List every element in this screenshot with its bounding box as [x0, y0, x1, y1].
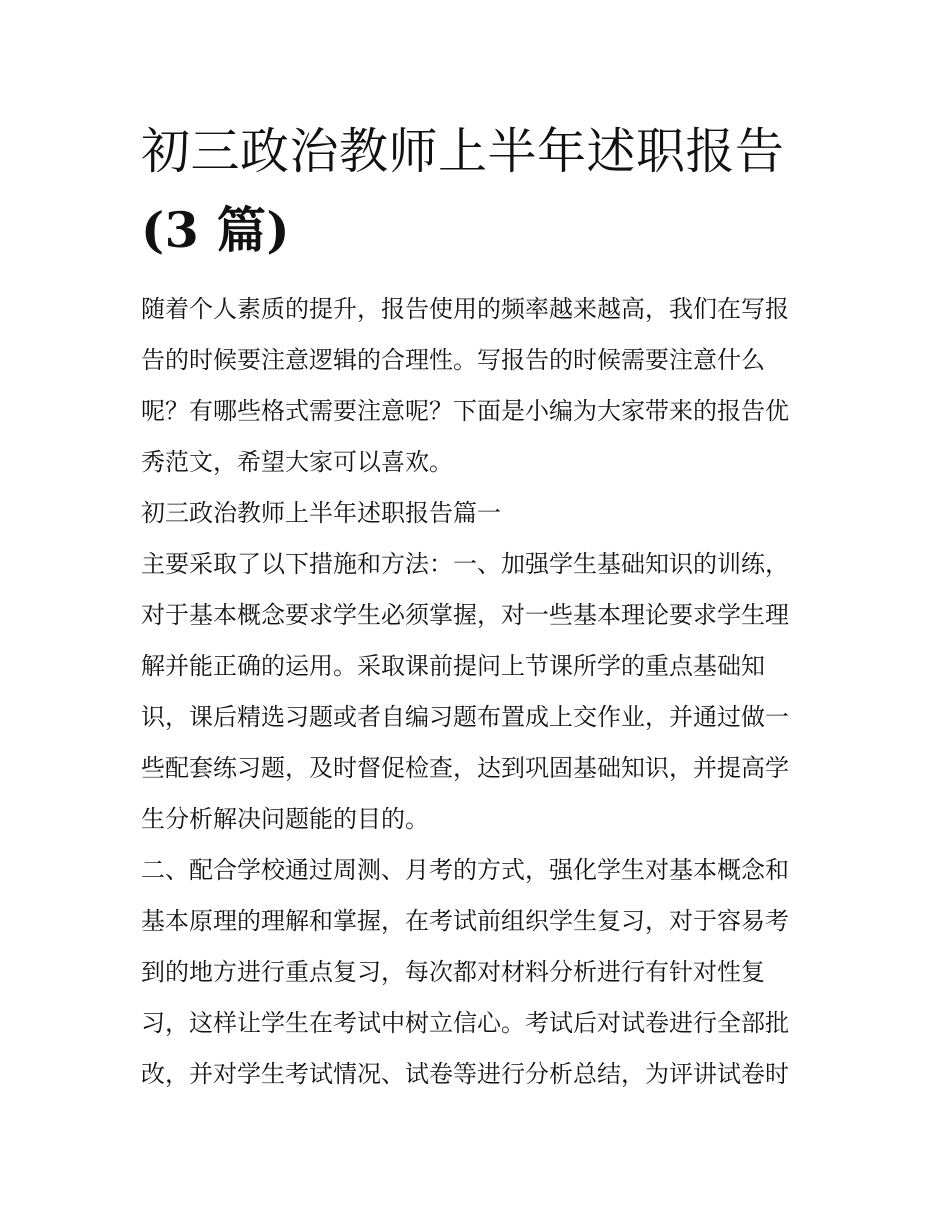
title-line-2: (3 篇) [141, 201, 291, 259]
text-line: 告的时候要注意逻辑的合理性。写报告的时候需要注意什么 [141, 346, 765, 374]
text-line: 对于基本概念要求学生必须掌握，对一些基本理论要求学生理 [141, 601, 789, 629]
text-line: 解并能正确的运用。采取课前提问上节课所学的重点基础知 [141, 652, 765, 680]
document-title [141, 112, 813, 270]
document-body [141, 284, 813, 1100]
text-line: 二、配合学校通过周测、月考的方式，强化学生对基本概念和 [141, 856, 789, 884]
text-line: 识，课后精选习题或者自编习题布置成上交作业，并通过做一 [141, 703, 789, 731]
section-heading: 初三政治教师上半年述职报告篇一 [141, 499, 501, 527]
text-line: 基本原理的理解和掌握，在考试前组织学生复习，对于容易考 [141, 907, 789, 935]
text-line: 主要采取了以下措施和方法：一、加强学生基础知识的训练， [141, 550, 789, 578]
text-line: 秀范文，希望大家可以喜欢。 [141, 448, 453, 476]
title-line-1: 初三政治教师上半年述职报告 [141, 123, 785, 180]
text-line: 习，这样让学生在考试中树立信心。考试后对试卷进行全部批 [141, 1009, 789, 1037]
text-line: 些配套练习题，及时督促检查，达到巩固基础知识，并提高学 [141, 754, 789, 782]
text-line: 改，并对学生考试情况、试卷等进行分析总结，为评讲试卷时 [141, 1060, 789, 1088]
text-line: 生分析解决问题能的目的。 [141, 805, 429, 833]
document-content [141, 112, 813, 1100]
text-line: 随着个人素质的提升，报告使用的频率越来越高，我们在写报 [141, 295, 789, 323]
text-line: 呢？有哪些格式需要注意呢？下面是小编为大家带来的报告优 [141, 397, 789, 425]
text-line: 到的地方进行重点复习，每次都对材料分析进行有针对性复 [141, 958, 765, 986]
